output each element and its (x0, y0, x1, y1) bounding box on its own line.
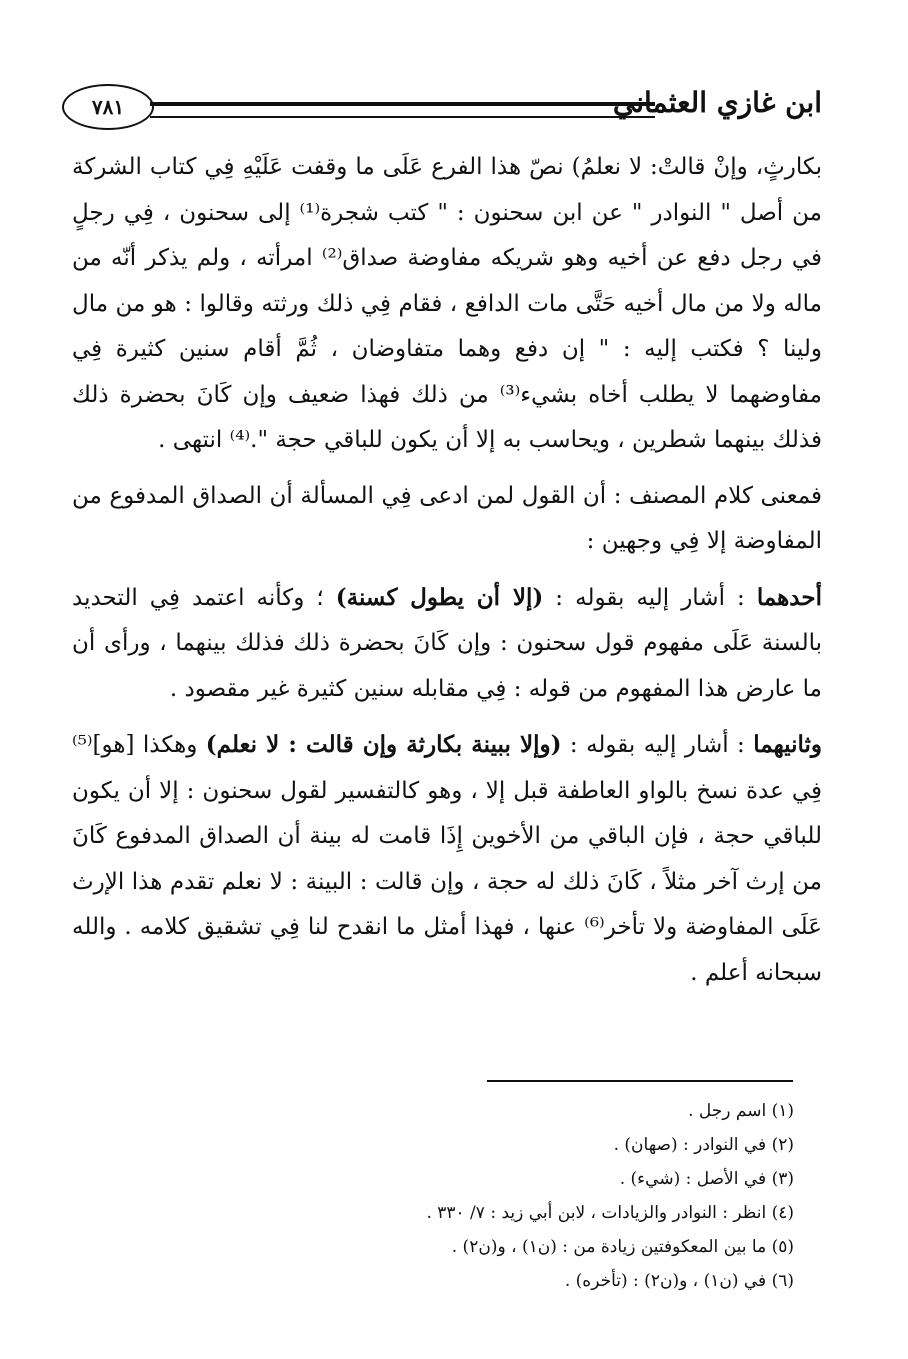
running-title: ابن غازي العثماني (612, 86, 822, 119)
paragraph-4-text-b: وهكذا [هو]⁽⁵⁾ فِي عدة نسخ بالواو العاطفة قبل إلا ، وهو كالتفسير لقول سحنون : إلا أن يكون للباقي حجة ، فإن الباقي من الأخوين إِذَا قامت له بينة أن الصداق المدفوع كَانَ من إرث آخر مثلاً ، كَانَ ذلك له حجة ، وإن قالت : البينة : لا نعلم تقدم هذا الإرث عَلَى المفاوضة ولا تأخر⁽⁶⁾ عنها ، فهذا أمثل ما انقدح لنا فِي تشقيق كلامه . والله سبحانه أعلم . (72, 732, 822, 986)
paragraph-3-quote: (إلا أن يطول كسنة) (335, 583, 544, 611)
footnote-separator (487, 1080, 793, 1082)
footnote-4: (٤) انظر : النوادر والزيادات ، لابن أبي زيد : ٧/ ٣٣٠ . (426, 1203, 794, 1223)
header-rule (150, 102, 655, 118)
paragraph-4-lead: وثانيهما (753, 731, 822, 758)
paragraph-3 (72, 575, 822, 713)
paragraph-4-quote: (وإلا ببينة بكارثة وإن قالت : لا نعلم) (205, 731, 562, 758)
paragraph-2: فمعنى كلام المصنف : أن القول لمن ادعى فِي المسألة أن الصداق المدفوع من المفاوضة إلا فِي وجهين : (72, 482, 822, 554)
footnote-5: (٥) ما بين المعكوفتين زيادة من : (ن١) ، و(ن٢) . (451, 1237, 794, 1257)
page-number: ٧٨١ (91, 95, 125, 119)
footnote-3: (٣) في الأصل : (شيء) . (619, 1169, 794, 1189)
paragraph-3-lead: أحدهما (756, 583, 822, 611)
running-header (62, 78, 822, 138)
footnote-6: (٦) في (ن١) ، و(ن٢) : (تأخره) . (564, 1271, 794, 1291)
paragraph-1: بكارثٍ، وإنْ قالتْ: لا نعلمُ) نصّ هذا الفرع عَلَى ما وقفت عَلَيْهِ فِي كتاب الشركة من أصل " النوادر " عن ابن سحنون : " كتب شجرة⁽¹⁾ إلى سحنون ، فِي رجلٍ في رجل دفع عن أخيه وهو شريكه مفاوضة صداق⁽²⁾ امرأته ، ولم يذكر أنّه من ماله ولا من مال أخيه حَتَّى مات الدافع ، فقام فِي ذلك ورثته وقالوا : هو من مال ولينا ؟ فكتب إليه : " إن دفع وهما متفاوضان ، ثُمَّ أقام سنين كثيرة فِي مفاوضهما لا يطلب أخاه بشيء⁽³⁾ من ذلك فهذا ضعيف وإن كَانَ بحضرة ذلك فذلك بينهما شطرين ، ويحاسب به إلا أن يكون للباقي حجة ".⁽⁴⁾ انتهى . (72, 154, 823, 453)
paragraph-3-text-b: ؛ وكأنه اعتمد فِي التحديد بالسنة عَلَى مفهوم قول سحنون : وإن كَانَ بحضرة ذلك فذلك بينهما ، ورأى أن ما عارض هذا المفهوم من قوله : فِي مقابله سنين كثيرة غير مقصود . (72, 584, 822, 702)
main-text (72, 145, 822, 996)
footnotes (90, 1094, 794, 1298)
footnote-1: (١) اسم رجل . (688, 1101, 794, 1121)
footnote-2: (٢) في النوادر : (صهان) . (613, 1135, 794, 1155)
page-number-badge (62, 84, 154, 130)
paragraph-3-text-a: : أشار إليه بقوله : (543, 584, 757, 611)
paragraph-4-text-a: : أشار إليه بقوله : (561, 732, 754, 758)
paragraph-4 (72, 722, 822, 996)
